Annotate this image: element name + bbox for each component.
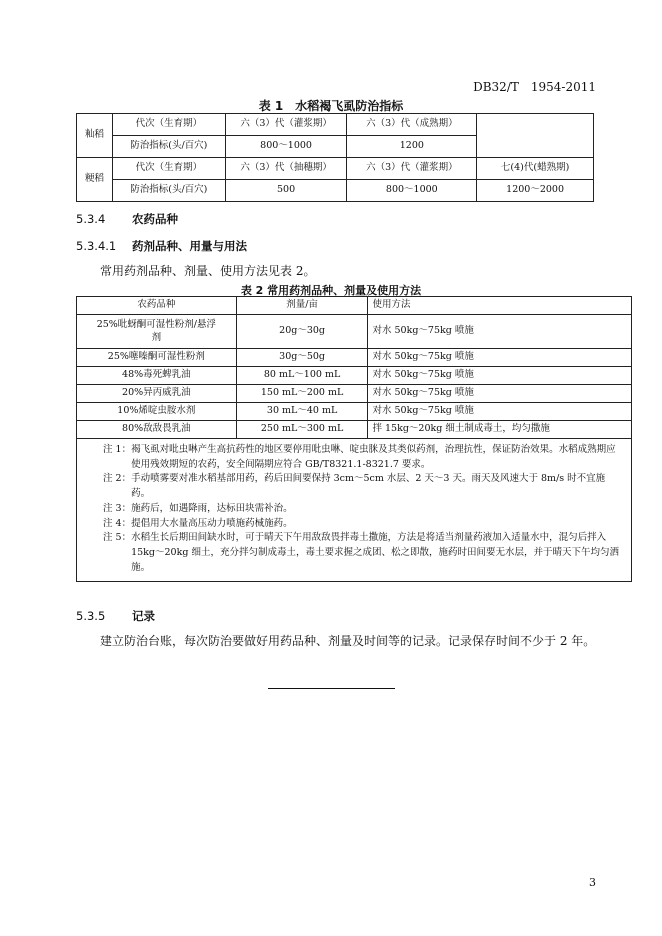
note-text: 褐飞虱对吡虫啉产生高抗药性的地区要停用吡虫啉、啶虫脒及其类似药剂，治理抗性，保证防治效果。水稻成熟期应使用残效期短的农药，安全间隔期应符合 GB/T8321.1-8321.7 要求。 (131, 444, 616, 470)
note-tag: 注 2： (103, 473, 132, 485)
section-5-3-4-1-heading (76, 238, 247, 254)
table1-cell: 800～1000 (347, 180, 477, 202)
table1-cell: 七(4)代(蜡熟期) (477, 158, 594, 180)
table1-cell: 1200～2000 (477, 180, 594, 202)
table2-row (77, 385, 632, 403)
page-number: 3 (589, 876, 596, 889)
table2-cell-dose: 250 mL～300 mL (236, 421, 368, 439)
table2-note (103, 517, 623, 532)
table2-cell-dose: 20g～30g (236, 315, 368, 349)
table1-row (77, 180, 594, 202)
table1 (76, 113, 594, 202)
table2-cell-dose: 30g～50g (236, 349, 368, 367)
table2-cell-name: 25%噻嗪酮可湿性粉剂 (77, 349, 237, 367)
table1-cell: 防治指标(头/百穴) (112, 180, 225, 202)
table2-header-row (77, 297, 632, 315)
section-number: 5.3.5 (76, 609, 106, 623)
section-title: 药剂品种、用量与用法 (132, 239, 247, 253)
section-number: 5.3.4 (76, 212, 106, 226)
note-tag: 注 1： (103, 444, 132, 455)
table2-row (77, 349, 632, 367)
table2-cell-name: 20%异丙威乳油 (77, 385, 237, 403)
table1-cell: 六（3）代（抽穗期） (225, 158, 347, 180)
note-tag: 注 5： (103, 532, 132, 544)
document-code: DB32/T 1954-2011 (473, 80, 596, 94)
table1-cell: 500 (225, 180, 347, 202)
note-text: 水稻生长后期田间缺水时，可于晴天下午用敌敌畏拌毒土撒施，方法是将适当剂量药液加入适量水中，混匀后拌入 15kg～20kg 细土，充分拌匀制成毒土，毒土要求握之成团、松之即散，施药时田间要无水层，并于晴天下午均匀洒施。 (131, 532, 619, 573)
table2-notes (77, 439, 632, 582)
table1-cell: 六（3）代（灌浆期） (347, 158, 477, 180)
table2-cell-dose: 80 mL～100 mL (236, 367, 368, 385)
table1-cell: 1200 (347, 136, 477, 158)
table2-cell-name: 80%敌敌畏乳油 (77, 421, 237, 439)
table1-empty-cell (477, 114, 594, 158)
section-title: 记录 (132, 609, 155, 623)
section-title: 农药品种 (132, 212, 178, 226)
note-text: 提倡用大水量高压动力喷施药械施药。 (131, 517, 293, 529)
table2-cell-method: 拌 15kg～20kg 细土制成毒土，均匀撒施 (368, 421, 632, 439)
table2-header-cell: 剂量/亩 (236, 297, 368, 315)
paragraph-record-keeping: 建立防治台账，每次防治要做好用药品种、剂量及时间等的记录。记录保存时间不少于 2 年。 (100, 634, 596, 648)
table2-row (77, 315, 632, 349)
table2-name-line: 剂 (151, 331, 162, 343)
table1-cell: 代次（生育期） (112, 158, 225, 180)
table1-rice-type: 籼稻 (77, 114, 113, 158)
table2-row (77, 367, 632, 385)
table2-notes-row (77, 439, 632, 582)
table2-cell-method: 对水 50kg～75kg 喷施 (368, 367, 632, 385)
table2-note (103, 443, 623, 472)
table2-cell-method: 对水 50kg～75kg 喷施 (368, 385, 632, 403)
section-number: 5.3.4.1 (76, 239, 117, 253)
note-tag: 注 4： (103, 517, 132, 529)
section-5-3-4-heading (76, 211, 178, 227)
table1-cell: 防治指标(头/百穴) (112, 136, 225, 158)
table1-rice-type: 粳稻 (77, 158, 113, 202)
table2-note (103, 502, 623, 517)
table1-cell: 六（3）代（成熟期） (347, 114, 477, 136)
table2-caption: 表 2 常用药剂品种、剂量及使用方法 (240, 284, 422, 297)
table2-row (77, 403, 632, 421)
table2-cell-name (77, 315, 237, 349)
table2-row (77, 421, 632, 439)
table2-header-cell: 使用方法 (368, 297, 632, 315)
note-text: 施药后，如遇降雨，达标田块需补治。 (131, 502, 293, 514)
table2-note (103, 531, 623, 575)
end-rule (268, 688, 395, 689)
note-tag: 注 3： (103, 502, 132, 514)
table1-caption: 表 1 水稻褐飞虱防治指标 (258, 99, 404, 113)
table2-header-cell: 农药品种 (77, 297, 237, 315)
table2-cell-dose: 150 mL～200 mL (236, 385, 368, 403)
table2 (76, 296, 632, 582)
section-5-3-5-heading (76, 608, 155, 624)
paragraph-table2-ref: 常用药剂品种、剂量、使用方法见表 2。 (100, 264, 316, 278)
table2-cell-name: 10%烯啶虫胺水剂 (77, 403, 237, 421)
table2-cell-name: 48%毒死蜱乳油 (77, 367, 237, 385)
table1-cell: 六（3）代（灌浆期） (225, 114, 347, 136)
table1-cell: 800～1000 (225, 136, 347, 158)
note-text: 手动喷雾要对准水稻基部用药，药后田间要保持 3cm～5cm 水层、2 天～3 天。雨天及风速大于 8m/s 时不宜施药。 (131, 473, 606, 500)
table1-row (77, 158, 594, 180)
table1-cell: 代次（生育期） (112, 114, 225, 136)
table2-note (103, 472, 623, 501)
table2-cell-dose: 30 mL～40 mL (236, 403, 368, 421)
table1-row (77, 114, 594, 136)
table2-cell-method: 对水 50kg～75kg 喷施 (368, 315, 632, 349)
table2-cell-method: 对水 50kg～75kg 喷施 (368, 349, 632, 367)
table2-cell-method: 对水 50kg～75kg 喷施 (368, 403, 632, 421)
table2-name-line: 25%吡蚜酮可湿性粉剂/悬浮 (96, 318, 217, 330)
